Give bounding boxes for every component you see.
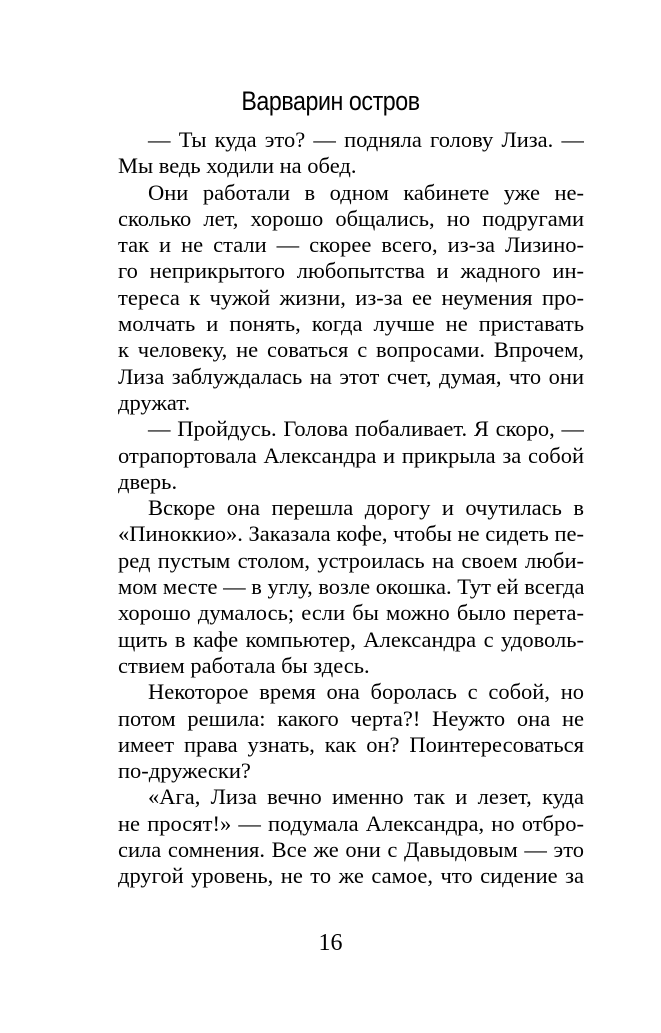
text-line: «Ага, Лиза вечно именно так и лезет, куда <box>148 784 584 810</box>
running-head-title: Варварин остров <box>241 86 420 116</box>
paragraph <box>118 127 584 180</box>
paragraph <box>118 180 584 417</box>
text-line: дружат. <box>118 389 191 415</box>
text-line: к человеку, не соваться с вопросами. Впрочем, <box>118 337 584 363</box>
text-line: мом месте — в углу, возле окошка. Тут ей всегда <box>118 574 584 600</box>
text-line: Некоторое время она боролась с собой, но <box>148 679 584 705</box>
text-line: молчать и понять, когда лучше не приставать <box>118 311 584 337</box>
paragraph <box>118 784 584 889</box>
text-line: — Ты куда это? — подняла голову Лиза. — <box>148 127 584 152</box>
text-line: «Пиноккио». Заказала кофе, чтобы не сидеть пе- <box>118 521 584 547</box>
text-line: сила сомнения. Все же они с Давыдовым — это <box>118 837 584 863</box>
body-text <box>118 127 584 890</box>
text-line: сколько лет, хорошо общались, но подругами <box>118 205 584 231</box>
text-line: так и не стали — скорее всего, из-за Лизино- <box>118 232 584 258</box>
text-line: ствием работала бы здесь. <box>118 652 370 678</box>
text-line: хорошо думалось; если бы можно было перета- <box>118 600 584 626</box>
text-line: имеет права узнать, как он? Поинтересоваться <box>118 731 584 757</box>
text-line: щить в кафе компьютер, Александра с удоволь- <box>118 626 584 652</box>
text-line: Вскоре она перешла дорогу и очутилась в <box>148 495 584 521</box>
page-number: 16 <box>318 930 343 956</box>
paragraph <box>118 416 584 495</box>
paragraph <box>118 495 584 679</box>
text-line: не просят!» — подумала Александра, но отбро- <box>118 810 584 836</box>
text-line: го неприкрытого любопытства и жадного ин- <box>118 258 584 284</box>
text-line: — Пройдусь. Голова побаливает. Я скоро, — <box>148 416 584 442</box>
text-line: Лиза заблуждалась на этот счет, думая, что они <box>118 363 584 389</box>
text-line: ред пустым столом, устроилась на своем люби- <box>118 547 584 573</box>
text-line: тереса к чужой жизни, из-за ее неумения про- <box>118 284 584 310</box>
text-line: Мы ведь ходили на обед. <box>118 153 357 179</box>
text-line: Они работали в одном кабинете уже не- <box>148 179 584 205</box>
text-line: по-дружески? <box>118 758 251 784</box>
text-line: потом решила: какого черта?! Неужто она не <box>118 705 584 731</box>
text-line: дверь. <box>118 468 178 494</box>
paragraph <box>118 679 584 784</box>
text-line: другой уровень, не то же самое, что сидение за <box>118 863 584 889</box>
text-line: отрапортовала Александра и прикрыла за собой <box>118 442 584 468</box>
